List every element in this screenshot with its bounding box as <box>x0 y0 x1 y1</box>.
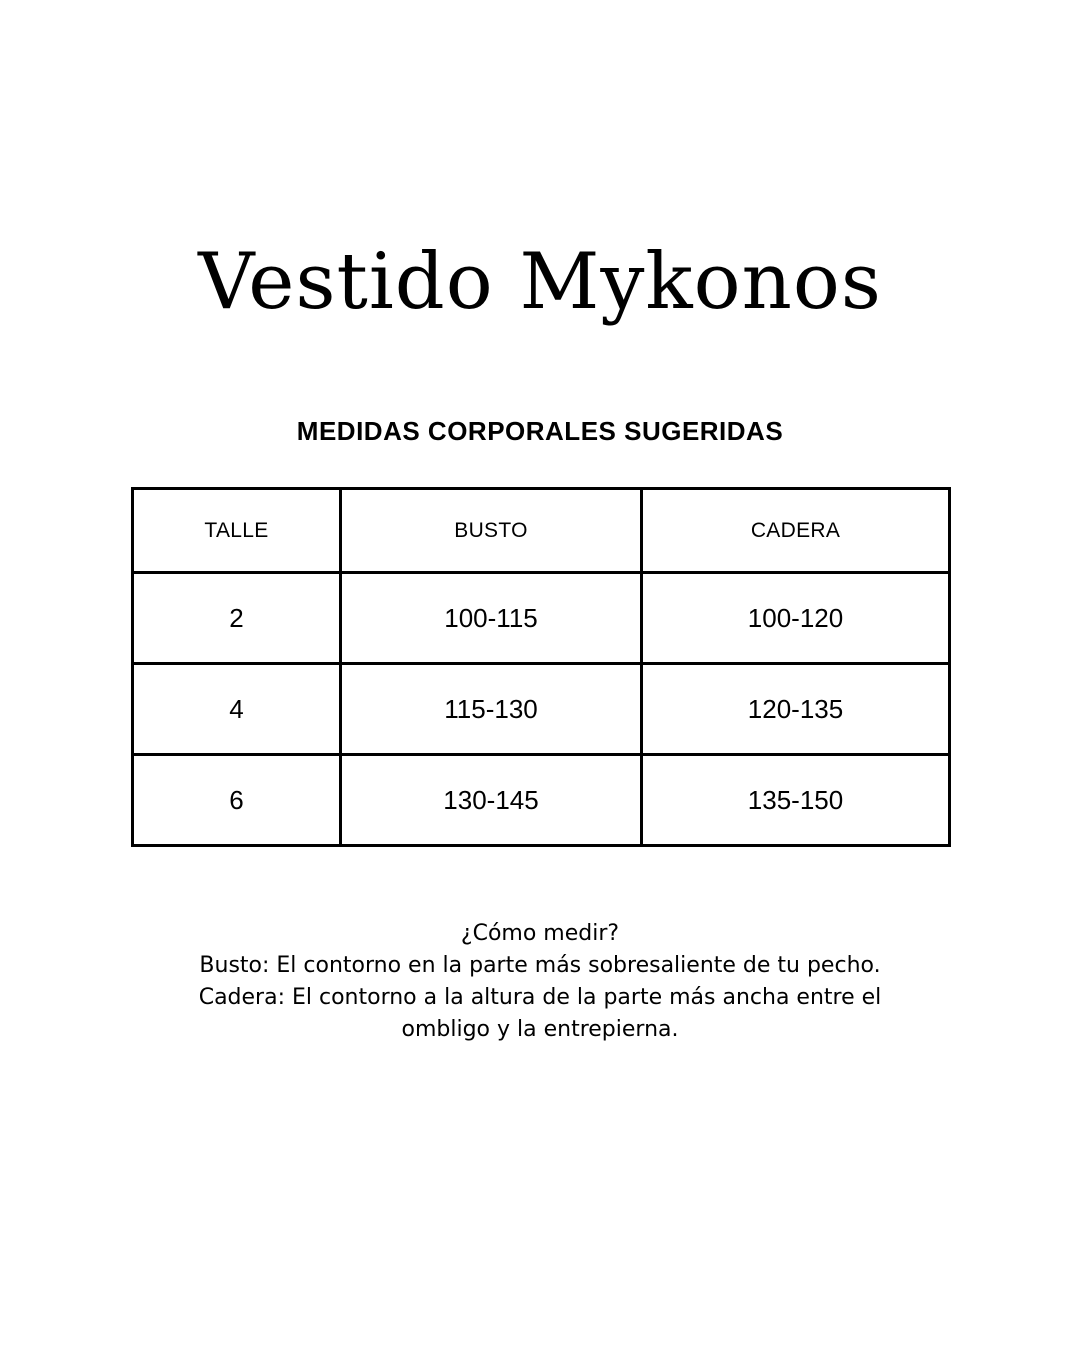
table-row <box>133 664 950 755</box>
table-header-row <box>133 489 950 573</box>
cell-cadera: 120-135 <box>642 664 950 755</box>
size-table <box>131 487 951 847</box>
table-row <box>133 573 950 664</box>
cell-busto: 130-145 <box>341 755 642 846</box>
header-cadera: CADERA <box>642 489 950 573</box>
cell-busto: 100-115 <box>341 573 642 664</box>
cell-cadera: 135-150 <box>642 755 950 846</box>
cell-busto: 115-130 <box>341 664 642 755</box>
cell-talle: 4 <box>133 664 341 755</box>
table-subtitle: MEDIDAS CORPORALES SUGERIDAS <box>296 416 784 446</box>
header-busto: BUSTO <box>341 489 642 573</box>
measuring-instructions <box>0 918 1080 1046</box>
instructions-line-hip-cont: ombligo y la entrepierna. <box>401 1017 679 1042</box>
instructions-line-hip: Cadera: El contorno a la altura de la parte más ancha entre el <box>198 985 882 1010</box>
header-talle: TALLE <box>133 489 341 573</box>
instructions-heading: ¿Cómo medir? <box>460 921 620 946</box>
cell-talle: 2 <box>133 573 341 664</box>
cell-talle: 6 <box>133 755 341 846</box>
page-title: Vestido Mykonos <box>198 237 882 327</box>
instructions-line-bust: Busto: El contorno en la parte más sobresaliente de tu pecho. <box>199 953 881 978</box>
table-row <box>133 755 950 846</box>
cell-cadera: 100-120 <box>642 573 950 664</box>
